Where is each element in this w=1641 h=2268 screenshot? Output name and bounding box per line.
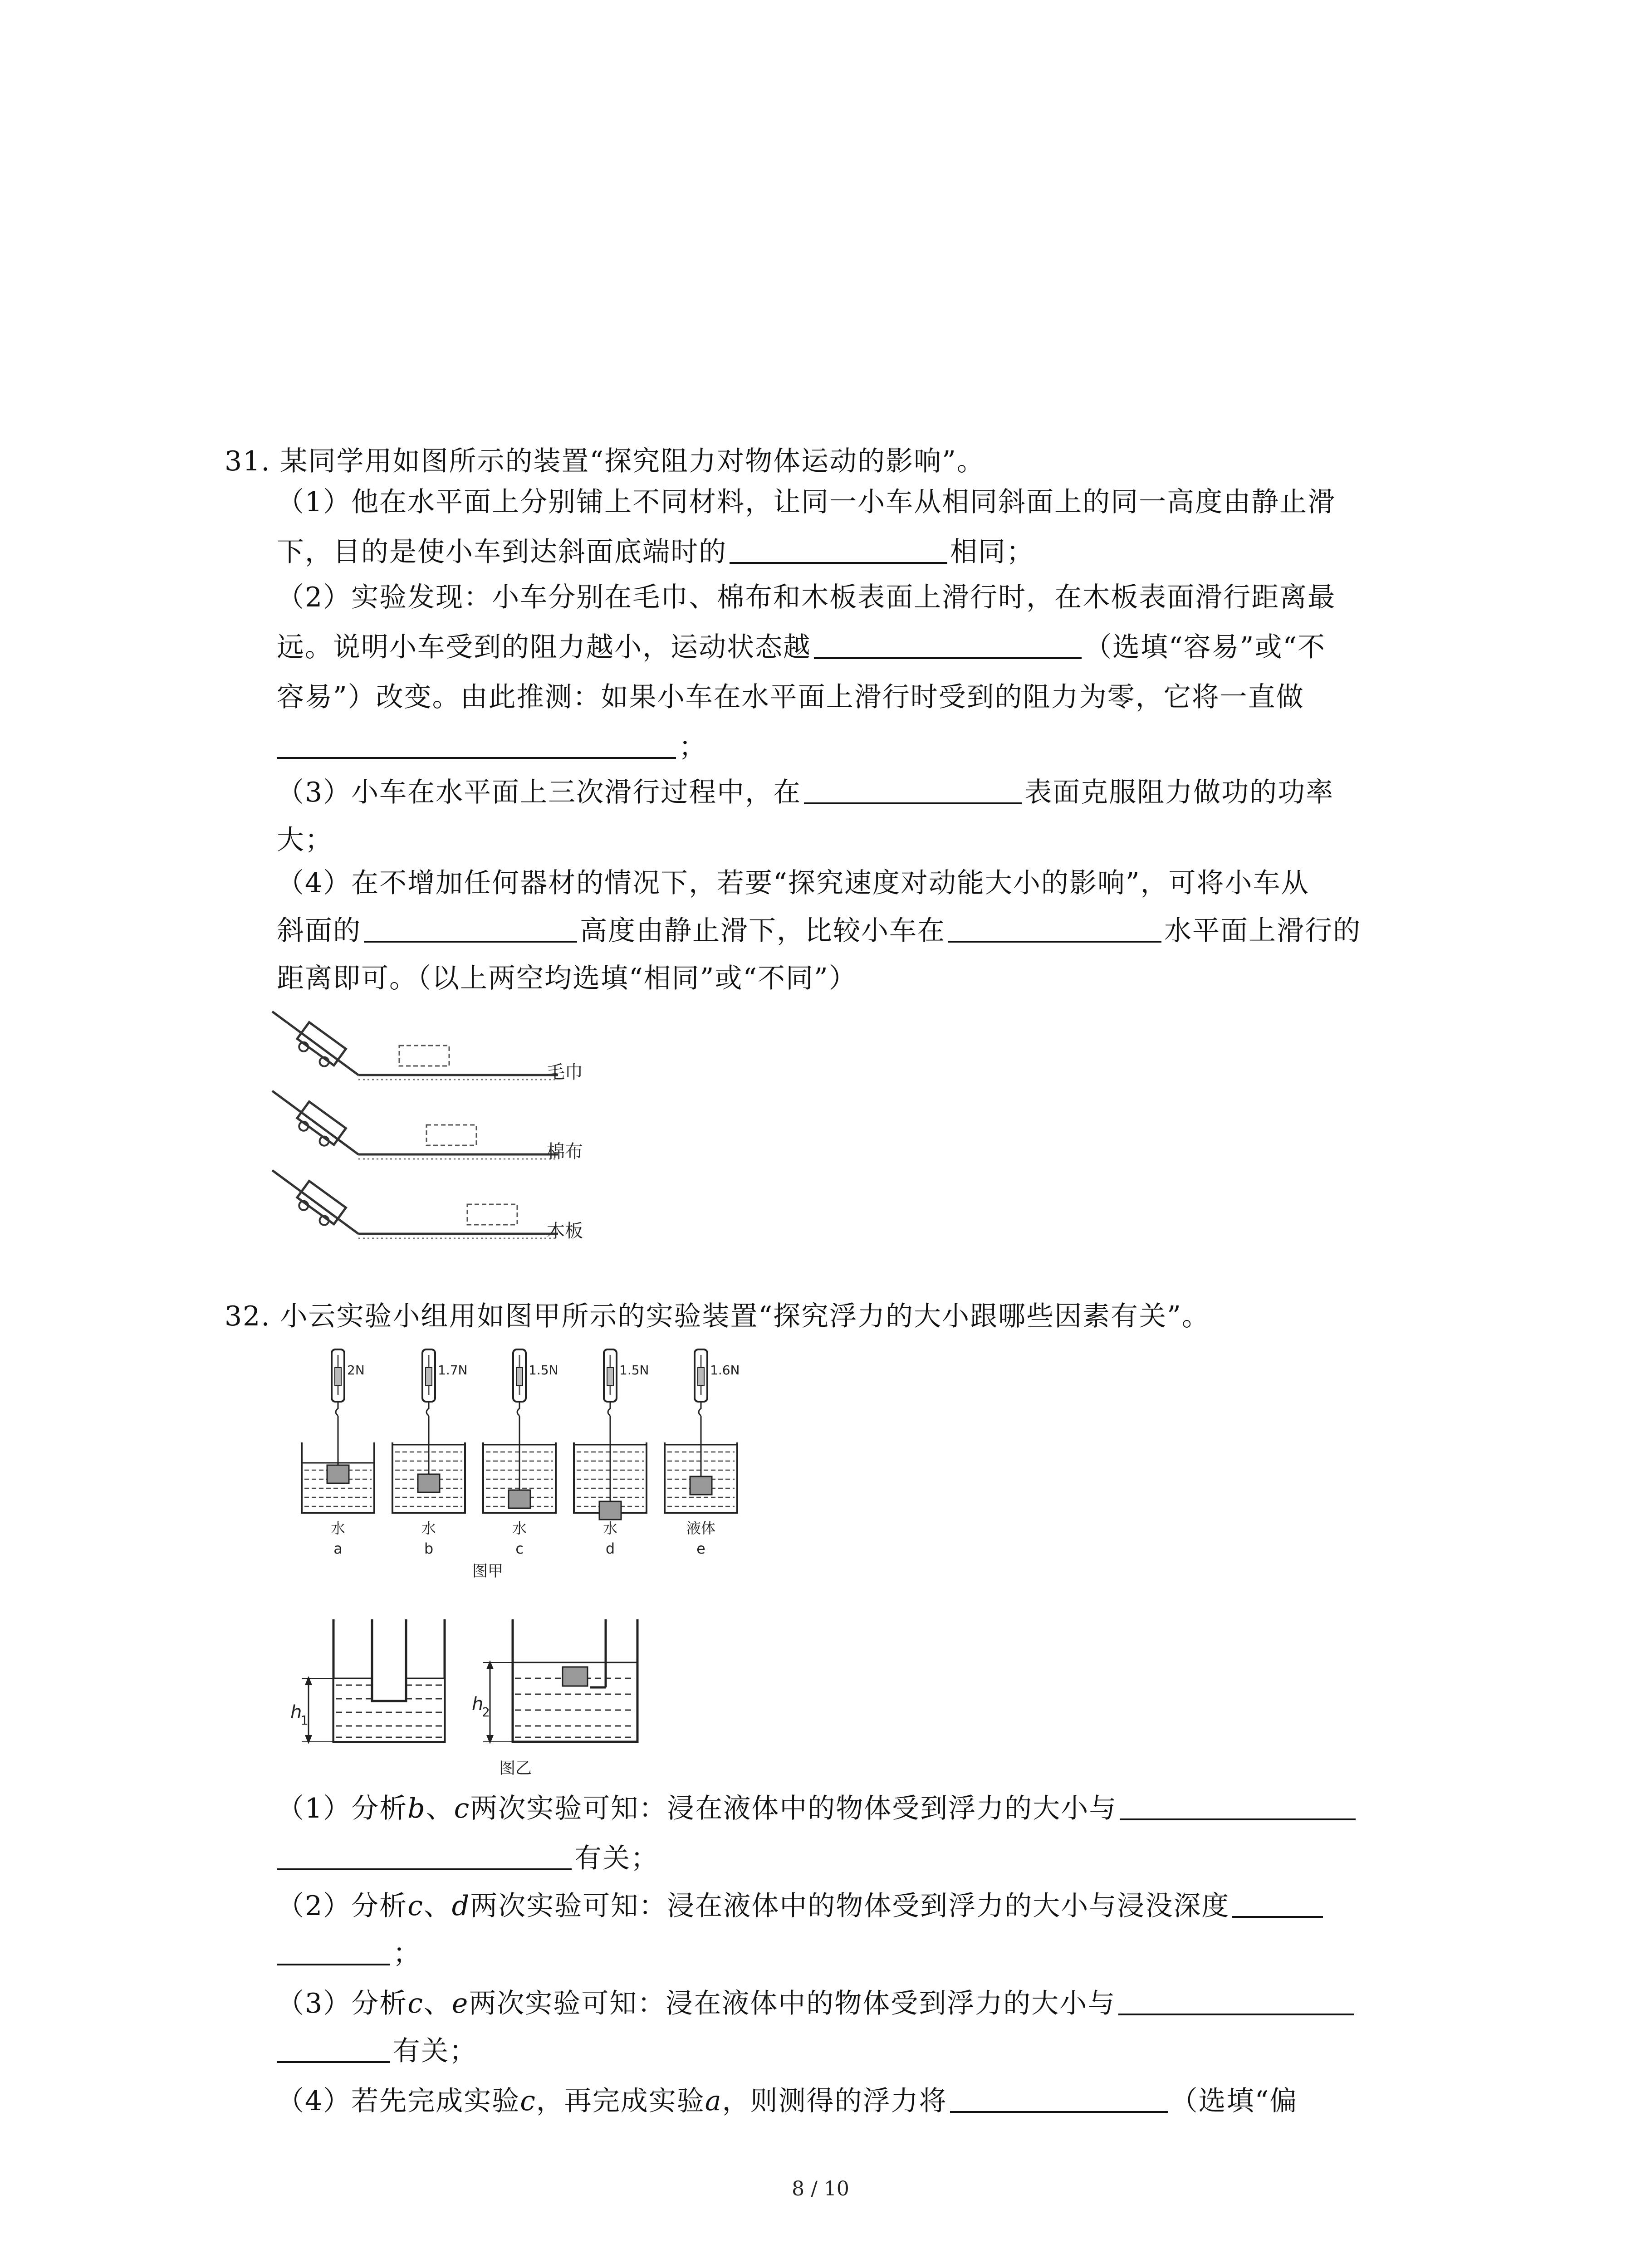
q32-title: 32. 小云实验小组用如图甲所示的实验装置“探究浮力的大小跟哪些因素有关”。	[225, 1300, 1210, 1332]
q31-part2-line2	[277, 628, 1326, 666]
q32-blank-2b[interactable]	[277, 1936, 390, 1965]
q31-part2-line1: （2）实验发现：小车分别在毛巾、棉布和木板表面上滑行时，在木板表面滑行距离最	[277, 582, 1336, 613]
q32-blank-1a[interactable]	[1120, 1791, 1356, 1820]
fig-jia-caption: 图甲	[472, 1562, 503, 1580]
setup-letter-c: c	[515, 1540, 524, 1557]
q32-sub3-line2	[277, 2032, 477, 2070]
scale-setup-d	[574, 1349, 649, 1557]
q31-part2-tail: （选填“容易”或“不	[1084, 631, 1326, 663]
q32-sub1-sep: 、	[426, 1793, 454, 1824]
scale-setup-a	[302, 1349, 374, 1557]
setup-letter-e: e	[696, 1540, 705, 1557]
incline-row-wood	[272, 1170, 583, 1242]
scale-reading-b: 1.7N	[438, 1363, 468, 1378]
q31-blank-3[interactable]	[277, 730, 676, 759]
q32-sub1-pre: （1）分析	[277, 1793, 408, 1824]
q32-sub2-sep: 、	[423, 1890, 452, 1922]
q32-sub3-line1	[277, 1984, 1357, 2023]
q31-part4-line2	[277, 912, 1361, 950]
label-cotton: 棉布	[547, 1141, 583, 1162]
q31-part1-text: 下，目的是使小车到达斜面底端时的	[277, 536, 727, 568]
q32-sub4-pre: （4）若先完成实验	[277, 2085, 520, 2117]
q32-sub4-line1	[277, 2082, 1298, 2120]
q31-part4-line3: 距离即可。（以上两空均选填“相同”或“不同”）	[277, 963, 857, 994]
q32-sub4-tail: （选填“偏	[1170, 2085, 1298, 2117]
incline-row-cotton	[272, 1091, 583, 1162]
q31-incline-figure	[272, 1007, 617, 1261]
q32-sub2-var1: c	[407, 1890, 424, 1922]
q32-blank-2a[interactable]	[1232, 1889, 1323, 1918]
q32-sub2-text: 两次实验可知：浸在液体中的物体受到浮力的大小与浸没深度	[470, 1890, 1230, 1922]
scale-reading-d: 1.5N	[619, 1363, 649, 1378]
q31-part3-text: （3）小车在水平面上三次滑行过程中，在	[277, 777, 802, 808]
scale-setup-b	[392, 1349, 467, 1557]
h1-subscript: 1	[300, 1713, 309, 1728]
q32-sub1-var2: c	[454, 1793, 470, 1824]
q31-part4-tail: 水平面上滑行的	[1164, 915, 1361, 947]
scale-setup-c	[483, 1349, 558, 1557]
scale-reading-a: 2N	[347, 1363, 365, 1378]
q31-part2-text: 远。说明小车受到的阻力越小，运动状态越	[277, 631, 811, 663]
container-h2	[472, 1619, 637, 1744]
q32-sub4-mid2: ，则测得的浮力将	[722, 2085, 947, 2117]
incline-row-towel	[272, 1012, 583, 1083]
liquid-label-d: 水	[603, 1520, 618, 1537]
q31-blank-1[interactable]	[730, 535, 947, 564]
q32-sub2-line2	[277, 1935, 421, 1973]
setup-letter-b: b	[424, 1540, 434, 1557]
q31-blank-4[interactable]	[804, 775, 1022, 804]
q32-sub1-line2	[277, 1839, 659, 1877]
q31-part4-mid: 高度由静止滑下，比较小车在	[580, 915, 945, 947]
q31-part3-tail: 表面克服阻力做功的功率	[1024, 777, 1334, 808]
scale-reading-e: 1.6N	[710, 1363, 740, 1378]
q31-part2-end: ；	[679, 731, 707, 763]
q31-part2-line4	[277, 728, 707, 766]
q32-blank-4[interactable]	[950, 2084, 1168, 2113]
q32-sub3-sep: 、	[423, 1988, 452, 2019]
q32-sub3-pre: （3）分析	[277, 1988, 408, 2019]
q32-sub4-var1: c	[520, 2085, 536, 2117]
q32-sub4-var2: a	[705, 2085, 722, 2117]
q32-sub2-pre: （2）分析	[277, 1890, 408, 1922]
q32-figure-jia	[277, 1349, 740, 1613]
scale-setup-e	[665, 1349, 740, 1557]
q32-sub1-line1	[277, 1789, 1358, 1828]
label-wood: 木板	[547, 1221, 583, 1242]
liquid-label-e: 液体	[686, 1520, 716, 1537]
q32-blank-1b[interactable]	[277, 1841, 572, 1870]
fig-yi-caption: 图乙	[499, 1759, 532, 1778]
q31-part3-line2: 大；	[277, 824, 333, 856]
h2-subscript: 2	[482, 1705, 490, 1720]
q31-blank-2[interactable]	[814, 630, 1082, 659]
q31-title: 31. 某同学用如图所示的装置“探究阻力对物体运动的影响”。	[225, 445, 985, 477]
setup-letter-d: d	[605, 1540, 615, 1557]
q31-part1-line2	[277, 533, 1034, 571]
q32-sub1-text: 两次实验可知：浸在液体中的物体受到浮力的大小与	[470, 1793, 1117, 1824]
q32-sub2-line1	[277, 1887, 1326, 1925]
q31-part3-line1	[277, 773, 1334, 811]
liquid-label-a: 水	[330, 1520, 346, 1537]
q31-part4-line1: （4）在不增加任何器材的情况下，若要“探究速度对动能大小的影响”，可将小车从	[277, 867, 1309, 899]
q32-sub2-var2: d	[451, 1890, 470, 1922]
h1-label: h	[290, 1702, 302, 1723]
q31-part4-text: 斜面的	[277, 915, 361, 947]
container-h1	[290, 1619, 445, 1744]
q32-sub3-var1: c	[407, 1988, 424, 2019]
page-number: 8 / 10	[792, 2177, 849, 2200]
q32-sub3-text: 两次实验可知：浸在液体中的物体受到浮力的大小与	[469, 1988, 1116, 2019]
q31-blank-6[interactable]	[948, 914, 1161, 943]
q32-sub4-mid: ，再完成实验	[536, 2085, 705, 2117]
liquid-label-c: 水	[512, 1520, 527, 1537]
q32-sub2-tail: ；	[393, 1938, 421, 1970]
liquid-label-b: 水	[421, 1520, 436, 1537]
q31-blank-5[interactable]	[364, 914, 577, 943]
q31-part1-tail: 相同；	[950, 536, 1034, 568]
q31-part1-line1: （1）他在水平面上分别铺上不同材料，让同一小车从相同斜面上的同一高度由静止滑	[277, 486, 1336, 518]
q32-blank-3b[interactable]	[277, 2034, 390, 2063]
q32-sub1-var1: b	[407, 1793, 426, 1824]
q32-blank-3a[interactable]	[1118, 1986, 1354, 2015]
scale-reading-c: 1.5N	[529, 1363, 558, 1378]
label-towel: 毛巾	[547, 1062, 583, 1083]
q32-sub1-tail: 有关；	[574, 1843, 659, 1874]
q32-sub3-tail: 有关；	[393, 2035, 477, 2067]
h2-label: h	[472, 1694, 484, 1715]
q32-figure-yi	[290, 1619, 662, 1787]
q31-part2-line3: 容易”）改变。由此推测：如果小车在水平面上滑行时受到的阻力为零，它将一直做	[277, 681, 1304, 713]
setup-letter-a: a	[333, 1540, 343, 1557]
q32-sub3-var2: e	[451, 1988, 469, 2019]
